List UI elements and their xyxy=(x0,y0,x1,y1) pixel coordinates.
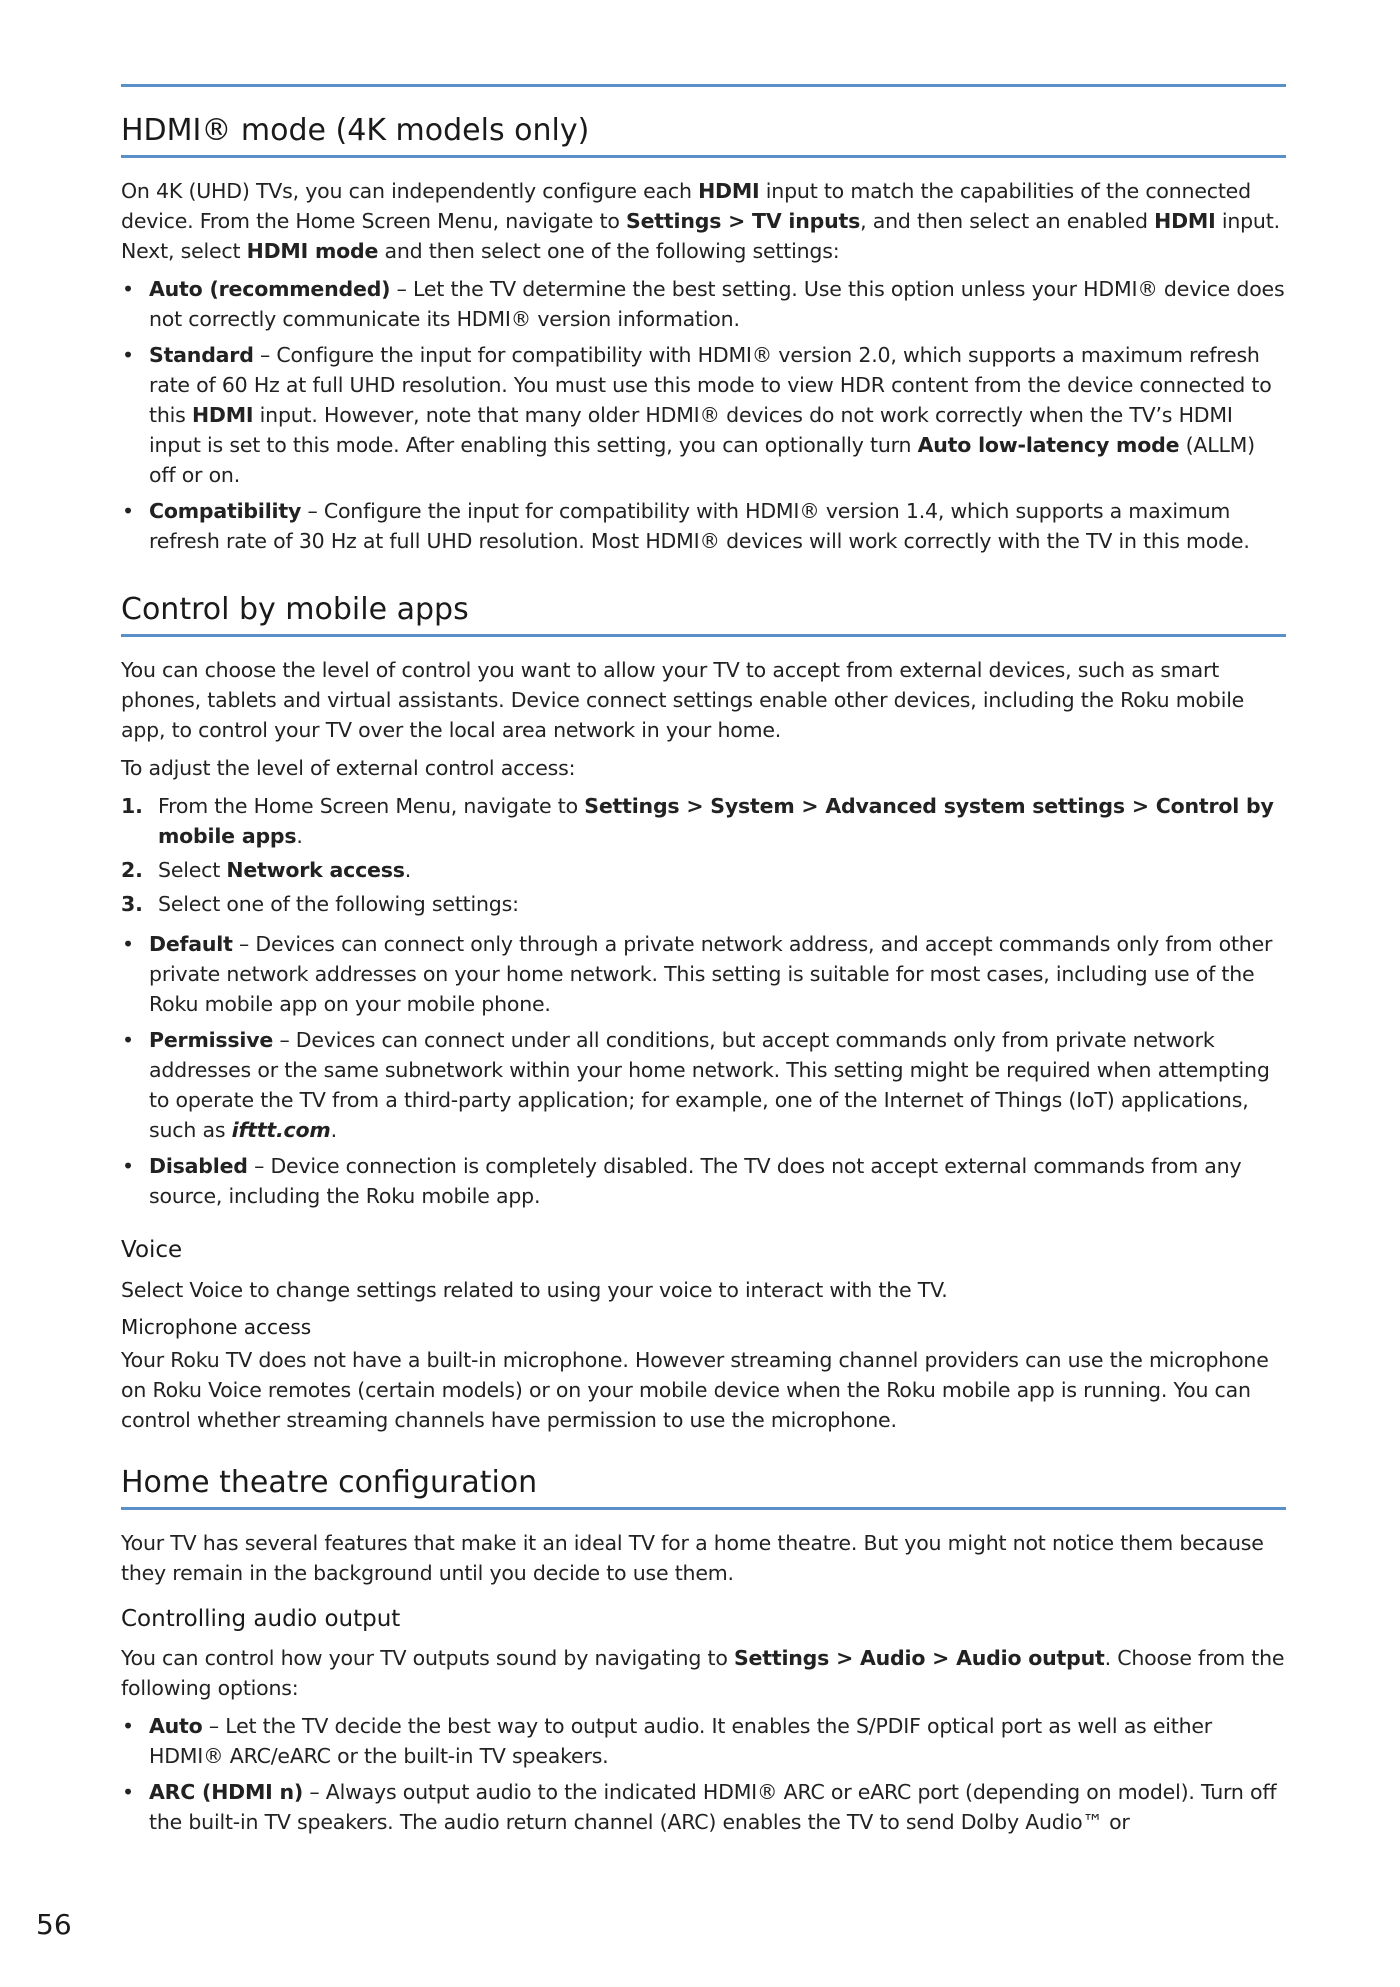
bullet-icon: • xyxy=(122,1028,134,1052)
audio-option-arc: • ARC (HDMI n) – Always output audio to the indicated HDMI® ARC or eARC port (depending on model). Turn off the built-in TV speakers. The audio return channel (ARC) enables the TV to send Dolby Audio™ or xyxy=(121,1777,1286,1837)
emphasis-text: Settings > System > Advanced system settings > Control by mobile apps xyxy=(158,794,1274,848)
bullet-icon: • xyxy=(122,1154,134,1178)
mobile-steps-list xyxy=(121,791,1286,919)
emphasis-text: Settings > TV inputs xyxy=(626,209,861,233)
emphasis-text: HDMI xyxy=(698,179,760,203)
hdmi-intro: On 4K (UHD) TVs, you can independently configure each HDMI input to match the capabilities of the connected device. From the Home Screen Menu, navigate to Settings > TV inputs, and then select an enabled HDMI input. Next, select HDMI mode and then select one of the following settings: xyxy=(121,179,1280,263)
audio-option-auto: • Auto – Let the TV decide the best way to output audio. It enables the S/PDIF optical port as well as either HDMI® ARC/eARC or the built-in TV speakers. xyxy=(121,1711,1286,1771)
emphasis-text: Auto low-latency mode xyxy=(917,433,1180,457)
mobile-lead: To adjust the level of external control access: xyxy=(121,756,576,780)
bullet-icon: • xyxy=(122,343,134,367)
emphasis-text: Settings > Audio > Audio output xyxy=(733,1646,1105,1671)
microphone-text: Your Roku TV does not have a built-in microphone. However streaming channel providers can use the microphone on Roku Voice remotes (certain models) or on your mobile device when the Roku mobile app is running. You can control whether streaming channels have permission to use the microphone. xyxy=(121,1347,1269,1432)
subsection-title-voice: Voice xyxy=(121,1237,183,1263)
hdmi-option-compatibility: • Compatibility – Configure the input for compatibility with HDMI® version 1.4, which supports a maximum refresh rate of 30 Hz at full UHD resolution. Most HDMI® devices will work correctly with the TV in this mode. xyxy=(121,496,1286,556)
emphasis-text: Permissive xyxy=(149,1028,274,1052)
emphasis-text: HDMI xyxy=(191,403,254,427)
emphasis-text: HDMI xyxy=(1154,209,1216,233)
section-title-hdmi-mode: HDMI® mode (4K models only) xyxy=(121,113,1286,158)
page-number: 56 xyxy=(36,1908,72,1941)
audio-intro: You can control how your TV outputs sound by navigating to Settings > Audio > Audio output. Choose from the following options: xyxy=(121,1646,1285,1701)
subsection-title-microphone-access: Microphone access xyxy=(121,1314,312,1339)
emphasis-text: HDMI mode xyxy=(246,239,379,263)
theatre-intro: Your TV has several features that make it an ideal TV for a home theatre. But you might not notice them because they remain in the background until you decide to use them. xyxy=(121,1530,1264,1585)
mobile-step-3: 3. Select one of the following settings: xyxy=(121,892,519,916)
section-title-control-by-mobile-apps: Control by mobile apps xyxy=(121,592,1286,637)
bullet-icon: • xyxy=(122,277,134,301)
mobile-step-1: 1. From the Home Screen Menu, navigate to Settings > System > Advanced system settings > Control by mobile apps. xyxy=(121,794,1274,848)
bullet-icon: • xyxy=(122,1780,134,1805)
emphasis-text: ARC (HDMI n) xyxy=(149,1780,304,1805)
emphasis-text: Compatibility xyxy=(149,499,302,523)
hdmi-option-auto: • Auto (recommended) – Let the TV determine the best setting. Use this option unless your HDMI® device does not correctly communicate its HDMI® version information. xyxy=(121,274,1286,334)
mobile-intro: You can choose the level of control you want to allow your TV to accept from external devices, such as smart phones, tablets and virtual assistants. Device connect settings enable other devices, including the Roku mobile app, to control your TV over the local area network in your home. xyxy=(121,658,1245,742)
voice-text: Select Voice to change settings related to using your voice to interact with the TV. xyxy=(121,1277,948,1302)
hdmi-options-list xyxy=(121,274,1286,556)
section-title-home-theatre: Home theatre configuration xyxy=(121,1465,1286,1510)
emphasis-text: Default xyxy=(149,932,233,956)
emphasis-text: ifttt.com xyxy=(231,1118,331,1142)
emphasis-text: Auto (recommended) xyxy=(149,277,391,301)
emphasis-text: Disabled xyxy=(149,1154,248,1178)
document-page xyxy=(121,84,1286,1843)
mobile-option-default: • Default – Devices can connect only through a private network address, and accept commands only from other private network addresses on your home network. This setting is suitable for most cases, including use of the Roku mobile app on your mobile phone. xyxy=(121,929,1286,1019)
hdmi-option-standard: • Standard – Configure the input for compatibility with HDMI® version 2.0, which supports a maximum refresh rate of 60 Hz at full UHD resolution. You must use this mode to view HDR content from the device connected to this HDMI input. However, note that many older HDMI® devices do not work correctly when the TV’s HDMI input is set to this mode. After enabling this setting, you can optionally turn Auto low-latency mode (ALLM) off or on. xyxy=(121,340,1286,490)
emphasis-text: Network access xyxy=(226,858,405,882)
audio-options-list xyxy=(121,1711,1286,1837)
subsection-title-audio-output: Controlling audio output xyxy=(121,1605,401,1632)
mobile-option-disabled: • Disabled – Device connection is completely disabled. The TV does not accept external commands from any source, including the Roku mobile app. xyxy=(121,1151,1286,1211)
mobile-option-permissive: • Permissive – Devices can connect under all conditions, but accept commands only from private network addresses or the same subnetwork within your home network. This setting might be required when attempting to operate the TV from a third-party application; for example, one of the Internet of Things (IoT) applications, such as ifttt.com. xyxy=(121,1025,1286,1145)
mobile-step-2: 2. Select Network access. xyxy=(121,858,412,882)
mobile-options-list xyxy=(121,929,1286,1211)
emphasis-text: Auto xyxy=(149,1714,203,1739)
emphasis-text: Standard xyxy=(149,343,254,367)
bullet-icon: • xyxy=(122,932,134,956)
top-rule xyxy=(121,84,1286,87)
bullet-icon: • xyxy=(122,499,134,523)
bullet-icon: • xyxy=(122,1714,134,1739)
